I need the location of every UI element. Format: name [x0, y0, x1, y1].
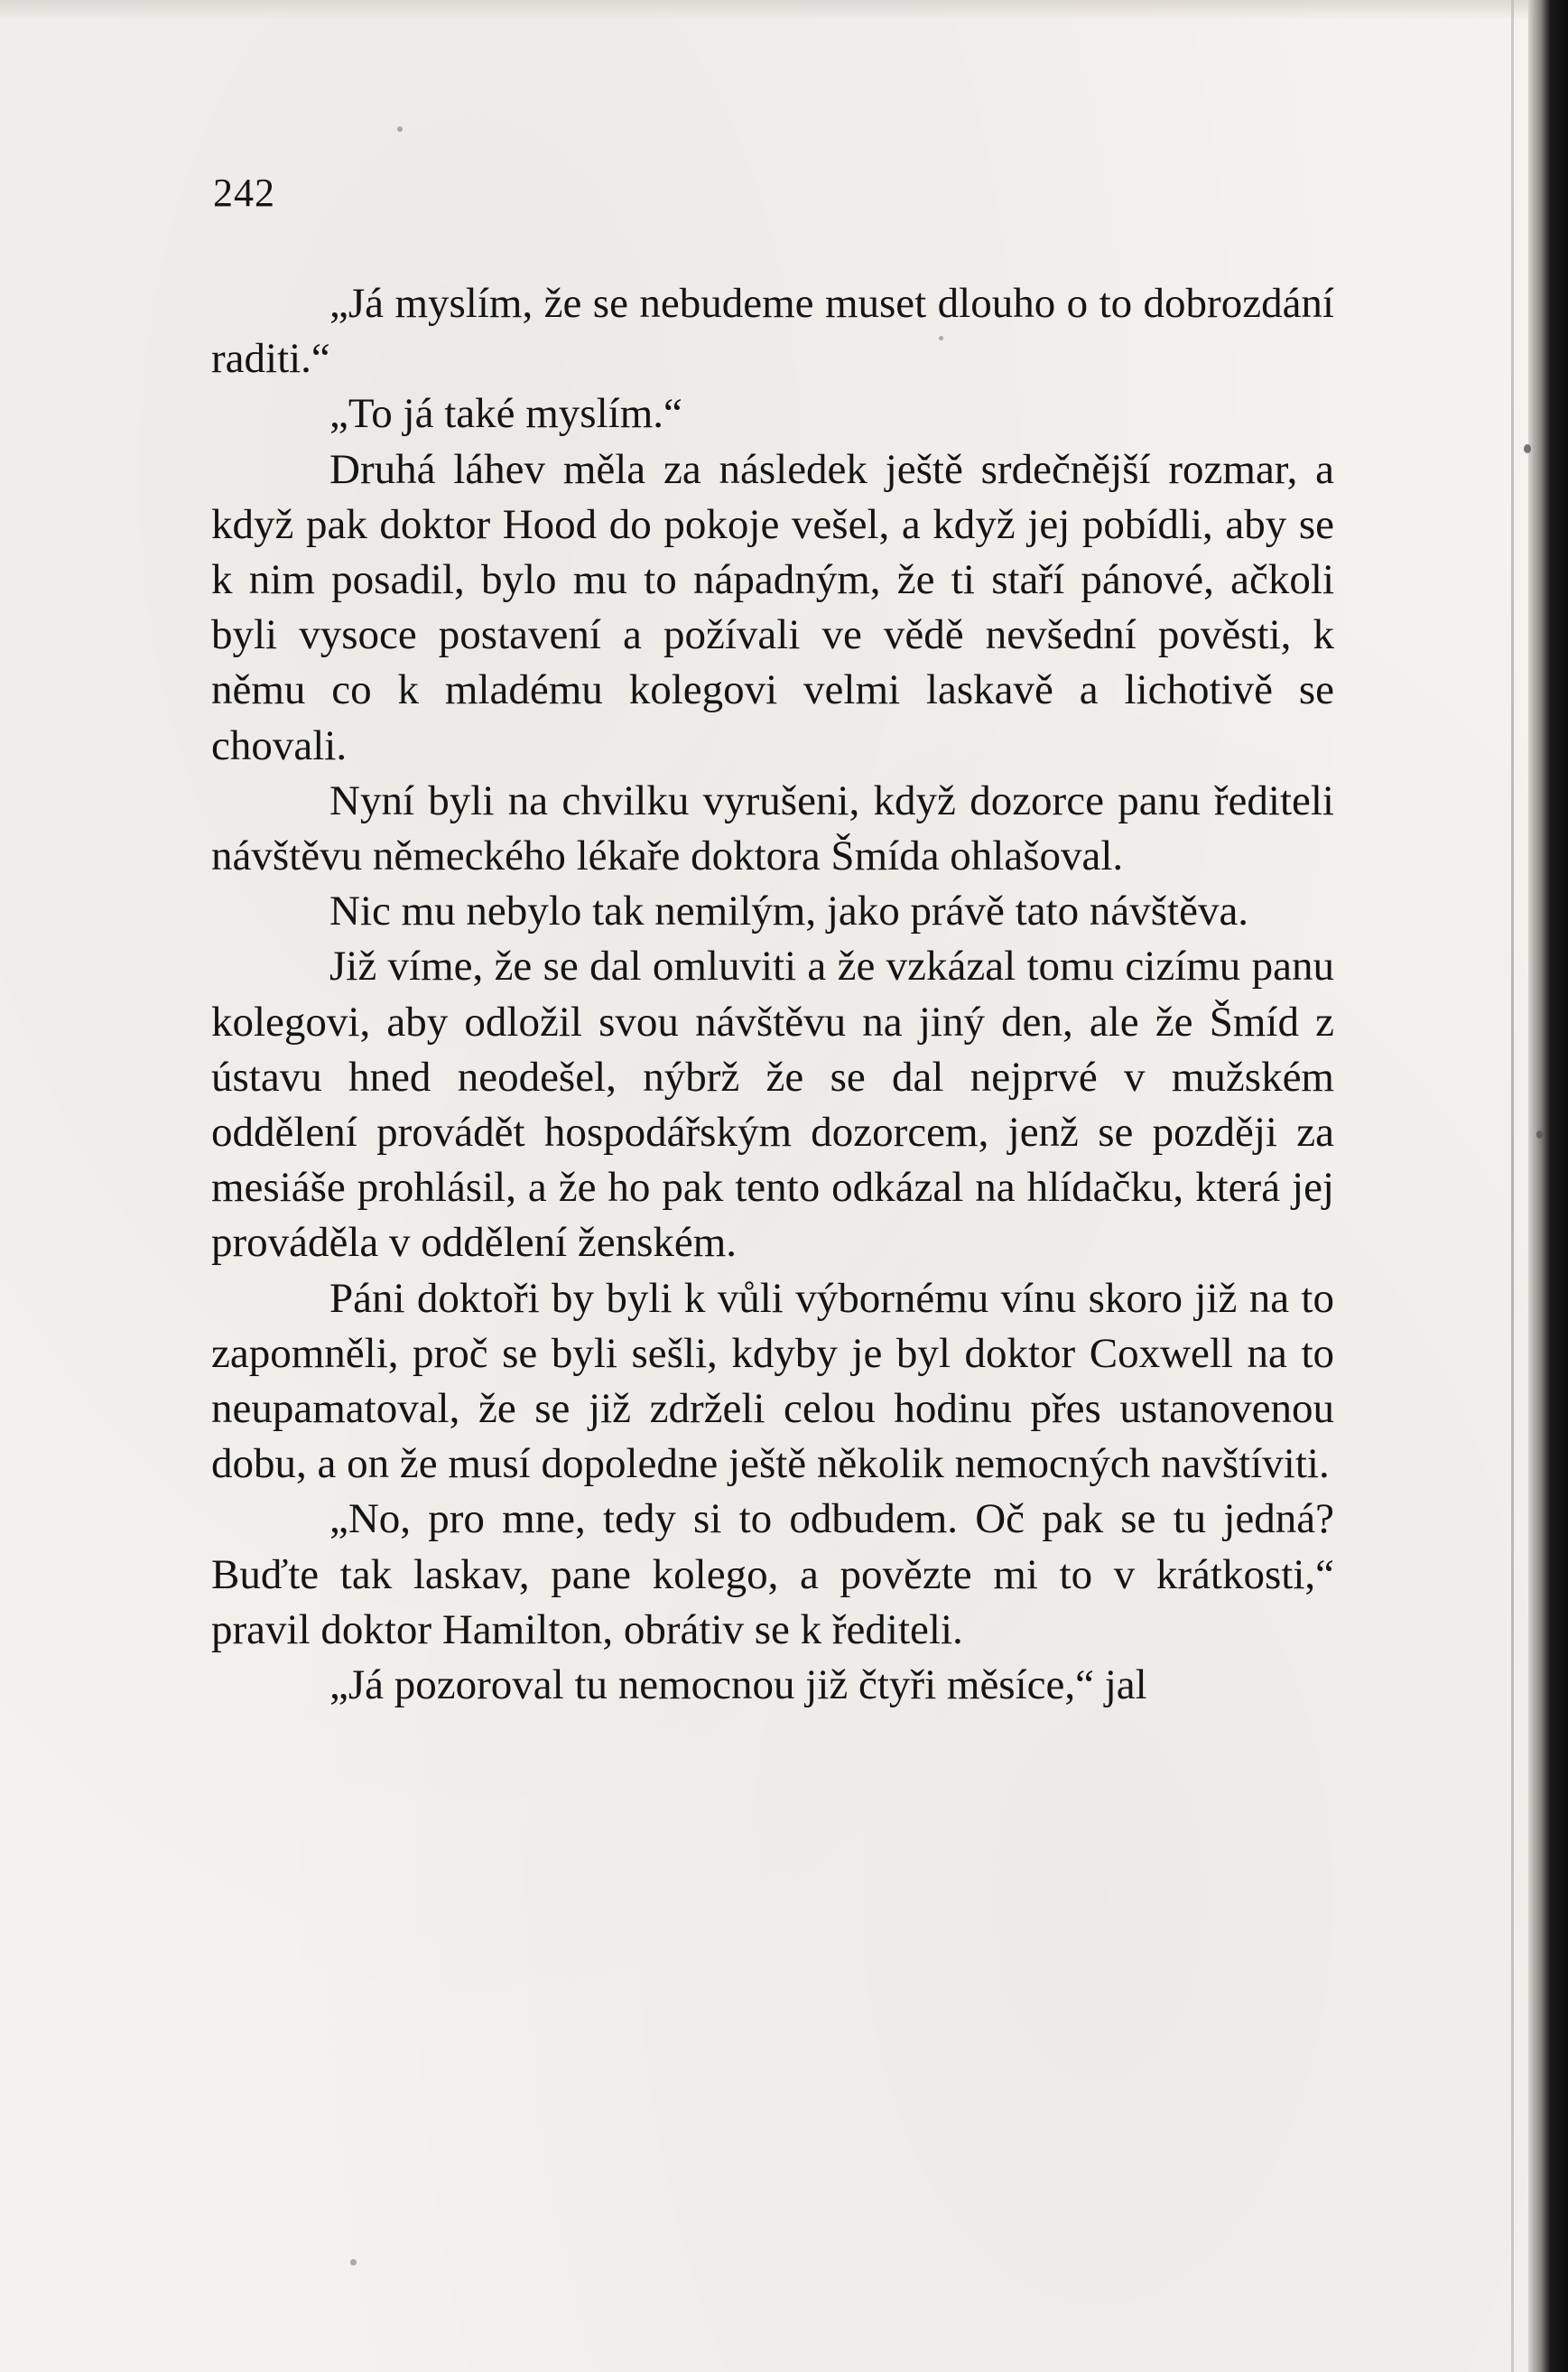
page-top-shadow: [0, 0, 1568, 20]
paper-speck: [1536, 1130, 1543, 1139]
paper-speck: [397, 126, 403, 132]
paragraph: Nyní byli na chvilku vyrušeni, když dozorce panu řediteli návštěvu německého lékaře doktora Šmída ohlašoval.: [211, 777, 1334, 880]
paragraph: „No, pro mne, tedy si to odbudem. Oč pak se tu jedná? Buďte tak laskav, pane kolego, a povězte mi to v krátkosti,“ pravil doktor Hamilton, obrátiv se k řediteli.: [211, 1495, 1334, 1653]
body-text: [211, 276, 1334, 1713]
paragraph: Druhá láhev měla za následek ještě srdečnější rozmar, a když pak doktor Hood do pokoje vešel, a když jej pobídli, aby se k nim posadil, bylo mu to nápadným, že ti staří pánové, ačkoli byli vysoce postavení a požívali ve vědě nevšední pověsti, k němu co k mladému kolegovi velmi laskavě a lichotivě se chovali.: [211, 445, 1334, 769]
paragraph: „Já myslím, že se nebudeme muset dlouho o to dobrozdání raditi.“: [211, 280, 1334, 383]
page-fold-line: [1511, 0, 1514, 2372]
paper-speck: [350, 2259, 357, 2265]
paragraph: „To já také myslím.“: [329, 390, 682, 438]
page-number: 242: [213, 171, 275, 215]
page-binding-edge: [1528, 0, 1568, 2372]
paragraph: Páni doktoři by byli k vůli výbornému vínu skoro již na to zapomněli, proč se byli sešli, kdyby je byl doktor Coxwell na to neupamatoval, že se již zdrželi celou hodinu přes ustanovenou dobu, a on že musí dopoledne ještě několik nemocných navštíviti.: [211, 1274, 1334, 1488]
paragraph: „Já pozoroval tu nemocnou již čtyři měsíce,“ jal: [329, 1661, 1147, 1709]
paragraph: Již víme, že se dal omluviti a že vzkázal tomu cizímu panu kolegovi, aby odložil svou návštěvu na jiný den, ale že Šmíd z ústavu hned neodešel, nýbrž že se dal nejprvé v mužském oddělení provádět hospodářským dozorcem, jenž se později za mesiáše prohlásil, a že ho pak tento odkázal na hlídačku, která jej prováděla v oddělení ženském.: [211, 943, 1334, 1267]
paragraph: Nic mu nebylo tak nemilým, jako právě tato návštěva.: [329, 888, 1249, 935]
paper-speck: [1524, 444, 1531, 453]
